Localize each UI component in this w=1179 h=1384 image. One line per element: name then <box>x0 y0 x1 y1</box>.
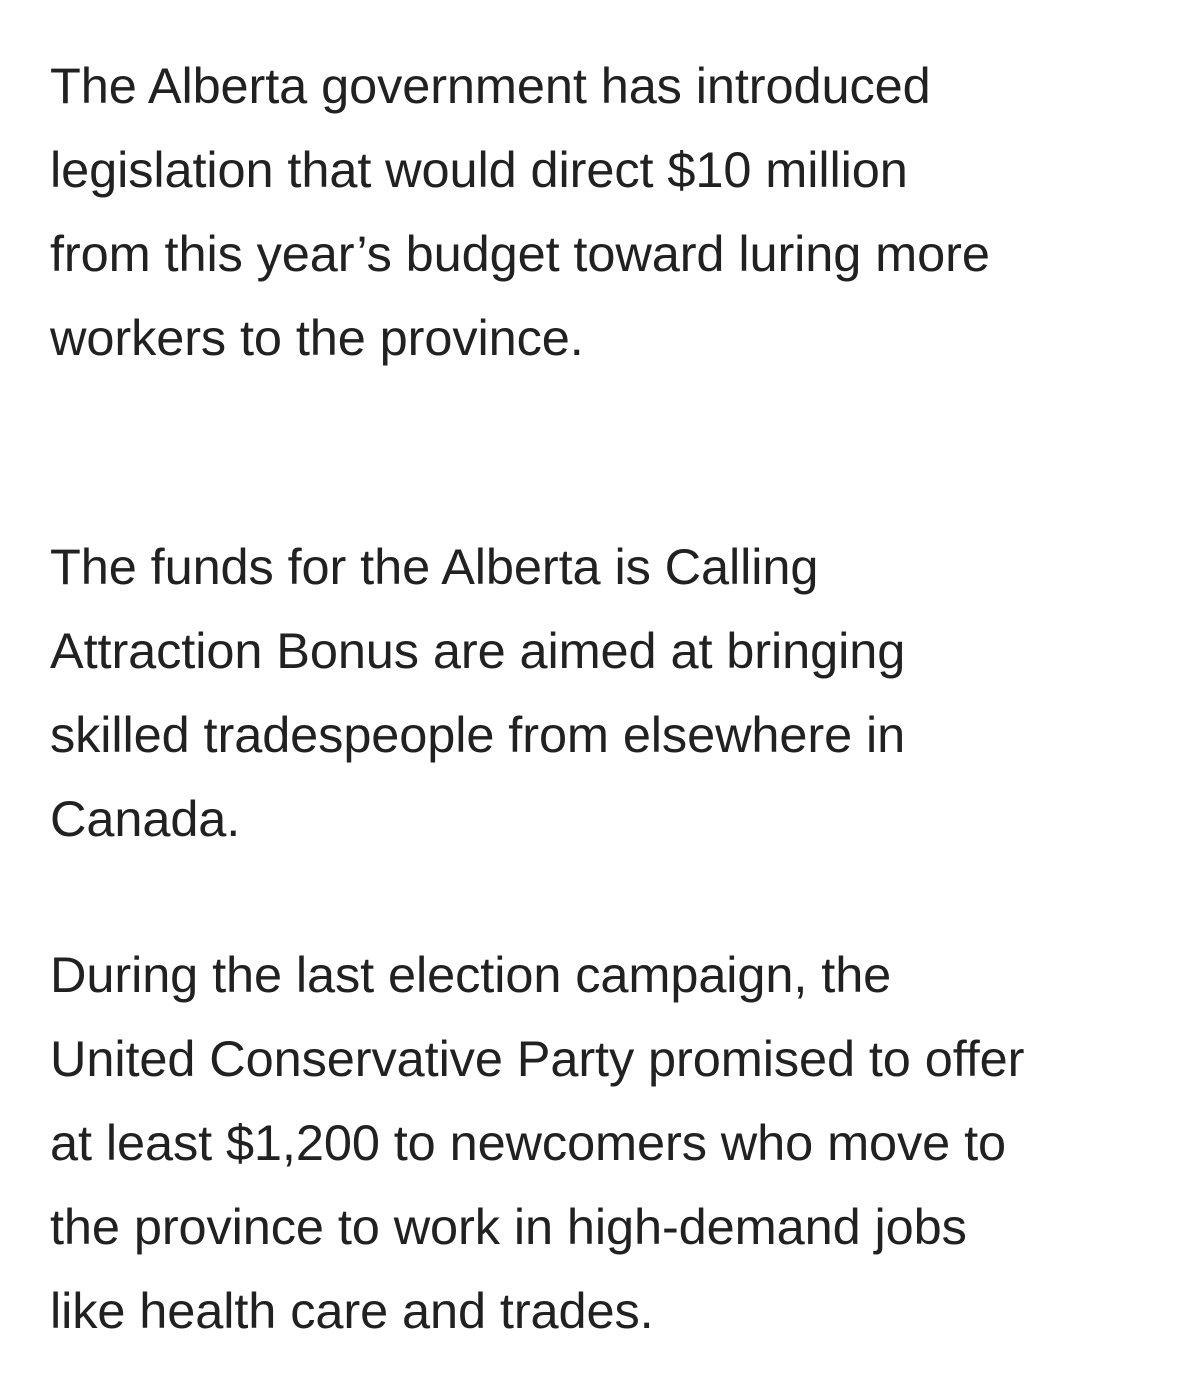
paragraph-line: The Alberta government has introduced <box>50 57 931 114</box>
paragraph-line: the province to work in high-demand jobs <box>50 1198 967 1255</box>
paragraph-line: The funds for the Alberta is Calling <box>50 538 819 595</box>
paragraph-line: Canada. <box>50 790 241 847</box>
paragraph-line: workers to the province. <box>50 309 584 366</box>
paragraph-line: at least $1,200 to newcomers who move to <box>50 1114 1007 1171</box>
paragraph-2 <box>50 525 905 861</box>
paragraph-line: legislation that would direct $10 million <box>50 141 908 198</box>
paragraph-line: skilled tradespeople from elsewhere in <box>50 706 906 763</box>
paragraph-line: United Conservative Party promised to offer <box>50 1030 1025 1087</box>
paragraph-line: from this year’s budget toward luring more <box>50 225 990 282</box>
paragraph-line: During the last election campaign, the <box>50 946 892 1003</box>
paragraph-3 <box>50 933 1024 1353</box>
paragraph-1 <box>50 44 990 380</box>
paragraph-line: like health care and trades. <box>50 1282 654 1339</box>
paragraph-line: Attraction Bonus are aimed at bringing <box>50 622 906 679</box>
